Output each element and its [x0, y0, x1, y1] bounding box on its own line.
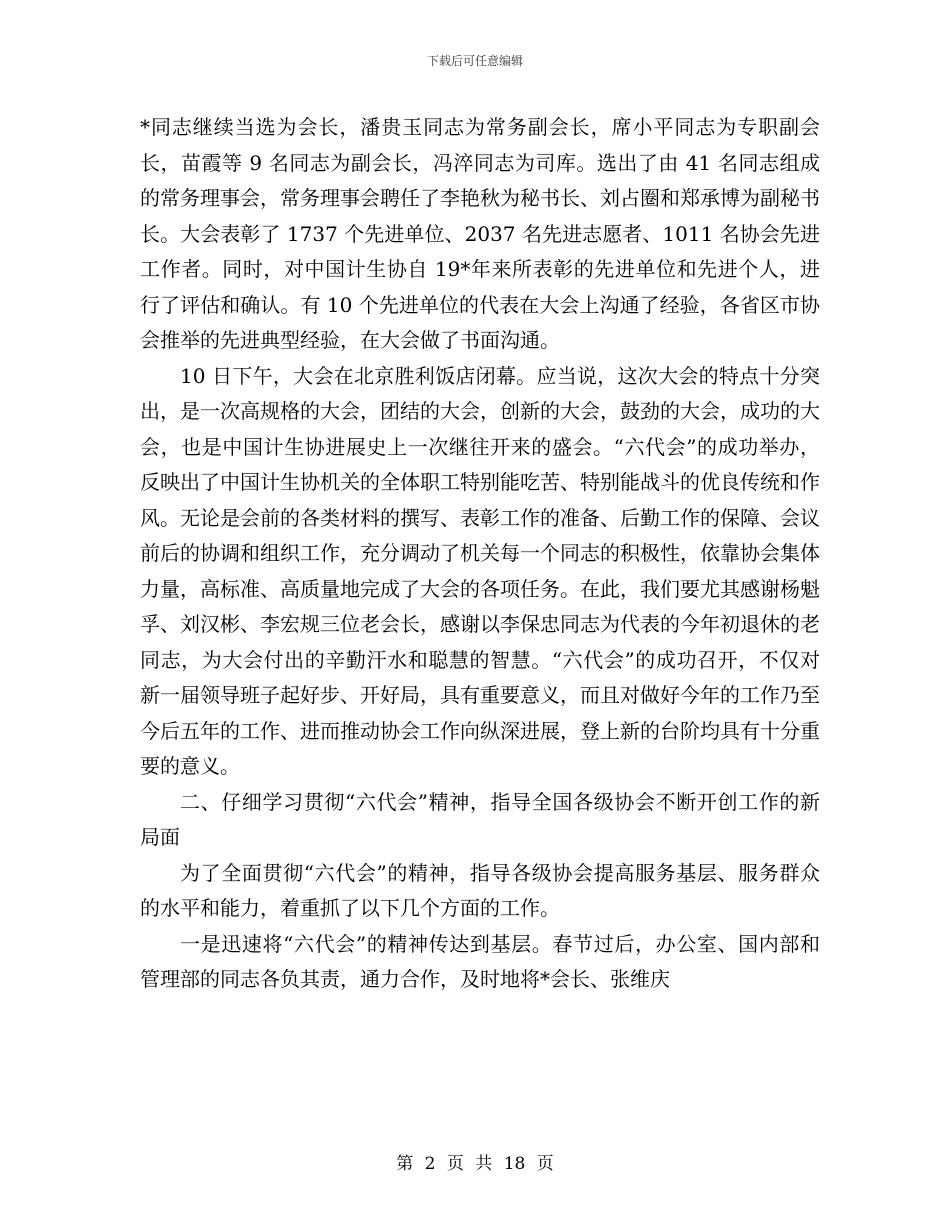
paragraph-intro: 为了全面贯彻“六代会”的精神，指导各级协会提高服务基层、服务群众的水平和能力，着重抓了以下几个方面的工作。 — [140, 860, 820, 920]
document-body — [140, 110, 820, 998]
paragraph-closing-remarks: 10 日下午，大会在北京胜利饭店闭幕。应当说，这次大会的特点十分突出，是一次高规格的大会，团结的大会，创新的大会，鼓劲的大会，成功的大会，也是中国计生协进展史上一次继往开来的盛会。“六代会”的成功举办，反映出了中国计生协机关的全体职工特别能吃苦、特别能战斗的优良传统和作风。无论是会前的各类材料的撰写、表彰工作的准备、后勤工作的保障、会议前后的协调和组织工作，充分调动了机关每一个同志的积极性，依靠协会集体力量，高标准、高质量地完成了大会的各项任务。在此，我们要尤其感谢杨魁孚、刘汉彬、李宏规三位老会长，感谢以李保忠同志为代表的今年初退休的老同志，为大会付出的辛勤汗水和聪慧的智慧。“六代会”的成功召开，不仅对新一届领导班子起好步、开好局，具有重要意义，而且对做好今年的工作乃至今后五年的工作、进而推动协会工作向纵深进展，登上新的台阶均具有十分重要的意义。 — [140, 363, 820, 778]
section-heading: 二、仔细学习贯彻“六代会”精神，指导全国各级协会不断开创工作的新局面 — [140, 789, 820, 849]
paragraph-point-one: 一是迅速将“六代会”的精神传达到基层。春节过后，办公室、国内部和管理部的同志各负其责，通力合作，及时地将*会长、张维庆 — [140, 931, 820, 991]
paragraph-continuation: *同志继续当选为会长，潘贵玉同志为常务副会长，席小平同志为专职副会长，苗霞等 9 名同志为副会长，冯淬同志为司库。选出了由 41 名同志组成的常务理事会，常务理事会聘任了李艳秋为秘书长、刘占圈和郑承博为副秘书长。大会表彰了 1737 个先进单位、2037 名先进志愿者、1011 名协会先进工作者。同时，对中国计生协自 19*年来所表彰的先进单位和先进个人，进行了评估和确认。有 10 个先进单位的代表在大会上沟通了经验，各省区市协会推举的先进典型经验，在大会做了书面沟通。 — [140, 115, 820, 352]
page-number-footer: 第 2 页 共 18 页 — [396, 1154, 554, 1174]
page-header: 下载后可任意编辑 — [426, 54, 523, 68]
